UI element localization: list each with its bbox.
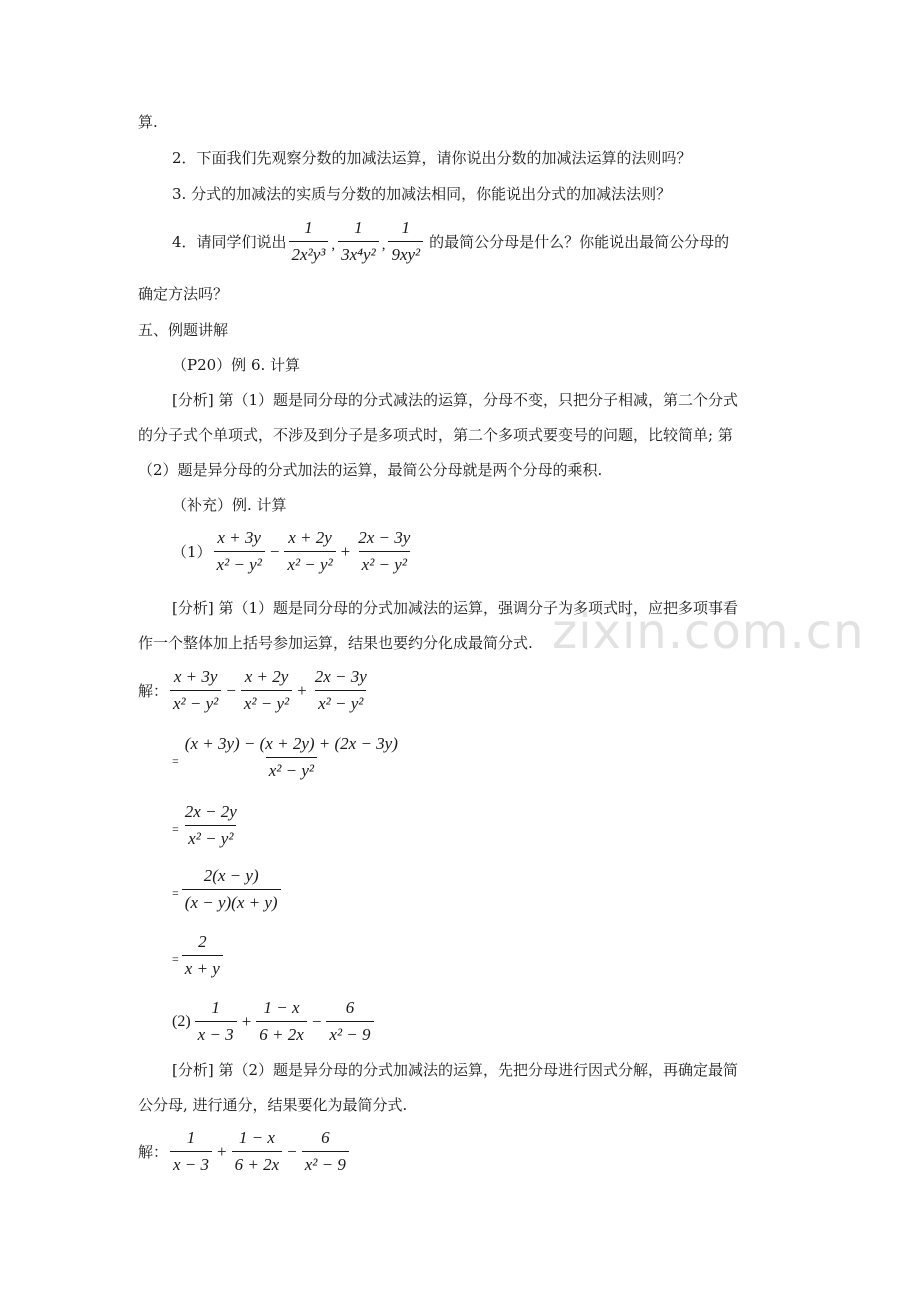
- fraction: [182, 734, 401, 781]
- denominator: x² − y²: [241, 690, 292, 714]
- fraction: [355, 528, 413, 575]
- text-line: 公分母, 进行通分，结果要化为最简分式.: [138, 1096, 408, 1114]
- denominator: x² − y²: [315, 690, 366, 714]
- denominator: x² − y²: [266, 757, 317, 781]
- text-line: 2．下面我们先观察分数的加减法运算，请你说出分数的加减法运算的法则吗？: [172, 149, 692, 167]
- denominator: x² − 9: [326, 1021, 373, 1045]
- numerator: 1 − x: [238, 1128, 275, 1147]
- text-line: [分析] 第（1）题是同分母的分式加减法的运算，强调分子为多项式时，应把多项事看: [172, 599, 739, 617]
- numerator: 2x − 2y: [184, 802, 237, 821]
- text-line: 确定方法吗？: [138, 285, 229, 303]
- comma: ,: [381, 237, 386, 253]
- example-1-expression: [172, 528, 415, 575]
- fraction: [338, 218, 379, 265]
- fraction: [182, 866, 281, 913]
- equals-sign: =: [172, 886, 179, 900]
- solution-label: 解：: [138, 682, 169, 700]
- denominator: x + y: [182, 955, 223, 979]
- solution-step-1: [172, 734, 403, 781]
- numerator: 1: [186, 1128, 196, 1147]
- denominator: x² − 9: [302, 1151, 349, 1175]
- numerator: (x + 3y) − (x + 2y) + (2x − 3y): [184, 734, 398, 753]
- question-4-line: [172, 218, 729, 265]
- text-line: [分析] 第（2）题是异分母的分式加减法的运算，先把分母进行因式分解，再确定最简: [172, 1061, 739, 1079]
- fraction: [312, 667, 370, 714]
- equals-sign: =: [172, 822, 179, 836]
- numerator: 1: [354, 218, 363, 237]
- text-line: 算.: [138, 113, 158, 131]
- text-line: 作一个整体加上括号参加运算，结果也要约分化成最简分式.: [138, 634, 533, 652]
- denominator: x − 3: [170, 1151, 212, 1175]
- solution-step-3: [172, 866, 283, 913]
- denominator: x² − y²: [170, 690, 221, 714]
- text-line: 的分子式个单项式，不涉及到分子是多项式时，第二个多项式要变号的问题，比较简单; 第: [138, 426, 733, 444]
- numerator: x + 2y: [244, 667, 289, 686]
- numerator: x + 2y: [288, 528, 332, 547]
- operator: −: [311, 1011, 322, 1031]
- solution-step-4: [172, 932, 225, 979]
- example-label: （1）: [172, 543, 212, 561]
- numerator: 1: [304, 218, 313, 237]
- fraction: [284, 528, 335, 575]
- solution-2-expression: [138, 1128, 351, 1175]
- fraction: [182, 932, 223, 979]
- question-4-suffix: 的最简公分母是什么？你能说出最简公分母的: [429, 233, 730, 251]
- fraction: [195, 998, 237, 1045]
- operator: +: [217, 1141, 227, 1161]
- operator: −: [226, 680, 236, 700]
- operator: −: [269, 541, 280, 561]
- fraction: [256, 998, 307, 1045]
- numerator: 2: [198, 932, 207, 951]
- numerator: 1: [211, 998, 220, 1017]
- operator: −: [287, 1141, 297, 1161]
- text-line: （P20）例 6. 计算: [172, 356, 301, 374]
- equals-sign: =: [172, 754, 179, 768]
- solution-label: 解：: [138, 1143, 169, 1161]
- solution-1-expression: [138, 667, 372, 714]
- watermark: zixin.com.cn: [552, 604, 865, 660]
- equals-sign: =: [172, 952, 179, 966]
- denominator: 6 + 2x: [232, 1151, 283, 1175]
- numerator: 6: [345, 998, 355, 1017]
- question-4-prefix: 4．请同学们说出: [172, 233, 287, 251]
- numerator: 2(x − y): [203, 866, 259, 885]
- denominator: x² − y²: [185, 825, 236, 849]
- denominator: 9xy²: [388, 241, 423, 265]
- numerator: 1: [401, 218, 411, 237]
- numerator: 2x − 3y: [358, 528, 411, 547]
- text-line: （补充）例. 计算: [172, 496, 287, 514]
- denominator: x² − y²: [359, 551, 410, 575]
- denominator: 3x⁴y²: [338, 241, 379, 265]
- denominator: x − 3: [195, 1021, 237, 1045]
- numerator: 6: [321, 1128, 330, 1147]
- fraction: [388, 218, 423, 265]
- example-label: (2): [172, 1012, 191, 1030]
- numerator: 1 − x: [263, 998, 300, 1017]
- text-line: [分析] 第（1）题是同分母的分式减法的运算，分母不变，只把分子相减，第二个分式: [172, 391, 739, 409]
- fraction: [326, 998, 373, 1045]
- solution-step-2: [172, 802, 242, 849]
- example-2-expression: [172, 998, 376, 1045]
- text-line: 3. 分式的加减法的实质与分数的加减法相同，你能说出分式的加减法法则？: [172, 185, 672, 203]
- fraction: [289, 218, 329, 265]
- fraction: [302, 1128, 349, 1175]
- denominator: 6 + 2x: [256, 1021, 307, 1045]
- operator: +: [241, 1011, 252, 1031]
- text-line: （2）题是异分母的分式加法的运算，最简公分母就是两个分母的乘积.: [138, 461, 603, 479]
- operator: +: [340, 541, 351, 561]
- fraction: [170, 1128, 212, 1175]
- denominator: (x − y)(x + y): [182, 889, 281, 913]
- numerator: x + 3y: [173, 667, 218, 686]
- operator: +: [297, 680, 307, 700]
- numerator: 2x − 3y: [314, 667, 367, 686]
- denominator: 2x²y³: [289, 241, 329, 265]
- numerator: x + 3y: [217, 528, 261, 547]
- denominator: x² − y²: [214, 551, 265, 575]
- section-heading: 五、例题讲解: [138, 321, 229, 339]
- fraction: [182, 802, 240, 849]
- fraction: [232, 1128, 283, 1175]
- fraction: [241, 667, 292, 714]
- fraction: [214, 528, 265, 575]
- fraction: [170, 667, 221, 714]
- comma: ,: [331, 237, 336, 253]
- denominator: x² − y²: [284, 551, 335, 575]
